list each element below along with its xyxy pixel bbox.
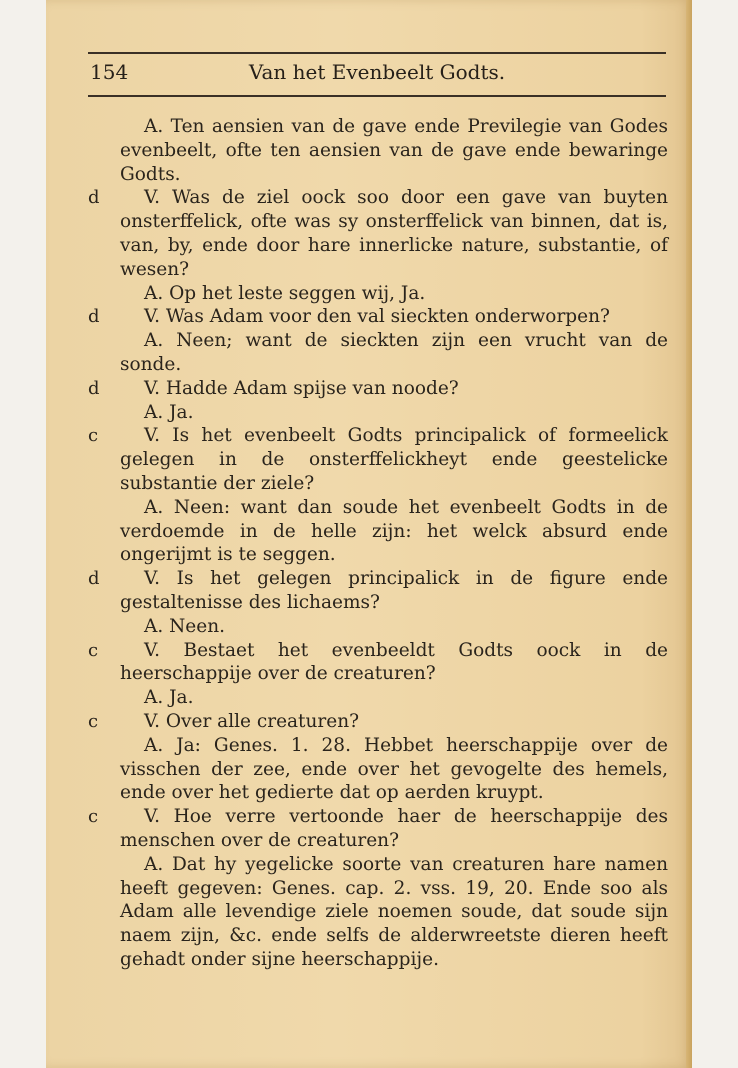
answer-paragraph [120,401,668,425]
question-paragraph [88,639,668,687]
answer-paragraph [120,853,668,972]
paragraph-text: A. Dat hy yegelicke soorte van creaturen hare namen heeft gegeven: Genes. cap. 2. vss. 19, 20. Ende soo als Adam alle levendige ziele noemen soude, dat soude sijn naem zijn, &c. ende selfs de alderwreetste dieren heeft gehadt onder sijne heerschappije. [120,853,668,970]
paragraph-text: A. Neen. [144,615,226,637]
question-paragraph [88,805,668,853]
paragraph-text: A. Neen; want de sieckten zijn een vrucht van de sonde. [120,330,668,375]
paragraph-text: V. Is het gelegen principalick in de figure ende gestaltenisse des lichaems? [120,568,668,613]
paragraph-text: A. Ja. [144,401,194,423]
running-title: Van het Evenbeelt Godts. [248,60,506,84]
paragraph-text: A. Op het leste seggen wij, Ja. [144,282,426,304]
question-paragraph [88,377,668,401]
margin-marker: d [88,568,100,590]
running-header [88,60,666,90]
header-rule-bottom [88,95,666,97]
answer-paragraph [120,734,668,805]
answer-paragraph [120,686,668,710]
margin-marker: d [88,187,100,209]
paragraph-text: V. Is het evenbeelt Godts principalick of formeelick gelegen in de onsterffelickheyt ende geestelicke substantie der ziele? [120,425,668,494]
answer-paragraph [120,329,668,377]
question-paragraph [88,424,668,495]
catechism-text [88,115,668,972]
paragraph-text: V. Bestaet het evenbeeldt Godts oock in de heerschappije over de creaturen? [120,639,668,685]
margin-marker: c [88,639,99,661]
page-number: 154 [90,60,129,84]
question-paragraph [88,710,668,734]
margin-marker: d [88,306,100,328]
answer-paragraph [120,496,668,567]
page-edge [686,0,692,1068]
paragraph-text: A. Ja: Genes. 1. 28. Hebbet heerschappije over de visschen der zee, ende over het gevogelte des hemels, ende over het gedierte dat op aerden kruypt. [120,734,668,804]
margin-marker: d [88,377,100,399]
question-paragraph [88,305,668,329]
question-paragraph [88,186,668,281]
margin-marker: c [88,806,99,828]
paragraph-text: A. Ten aensien van de gave ende Previlegie van Godes evenbeelt, ofte ten aensien van de gave ende bewaringe Godts. [120,116,668,185]
question-paragraph [88,567,668,615]
paragraph-text: A. Ja. [144,687,194,709]
margin-marker: c [88,710,99,732]
paragraph-text: V. Was de ziel oock soo door een gave van buyten onsterffelick, ofte was sy onsterffelick van binnen, dat is, van, by, ende door hare innerlicke nature, substantie, of wesen? [120,187,668,280]
paragraph-text: V. Over alle creaturen? [144,710,360,732]
answer-paragraph [120,115,668,186]
paragraph-text: V. Hoe verre vertoonde haer de heerschappije des menschen over de creaturen? [120,806,668,851]
paragraph-text: A. Neen: want dan soude het evenbeelt Godts in de verdoemde in de helle zijn: het welck absurd ende ongerijmt is te seggen. [120,496,668,566]
paragraph-text: V. Hadde Adam spijse van noode? [144,377,459,399]
answer-paragraph [120,282,668,306]
answer-paragraph [120,615,668,639]
paragraph-text: V. Was Adam voor den val sieckten onderworpen? [144,306,610,328]
margin-marker: c [88,425,99,447]
header-rule-top [88,52,666,54]
